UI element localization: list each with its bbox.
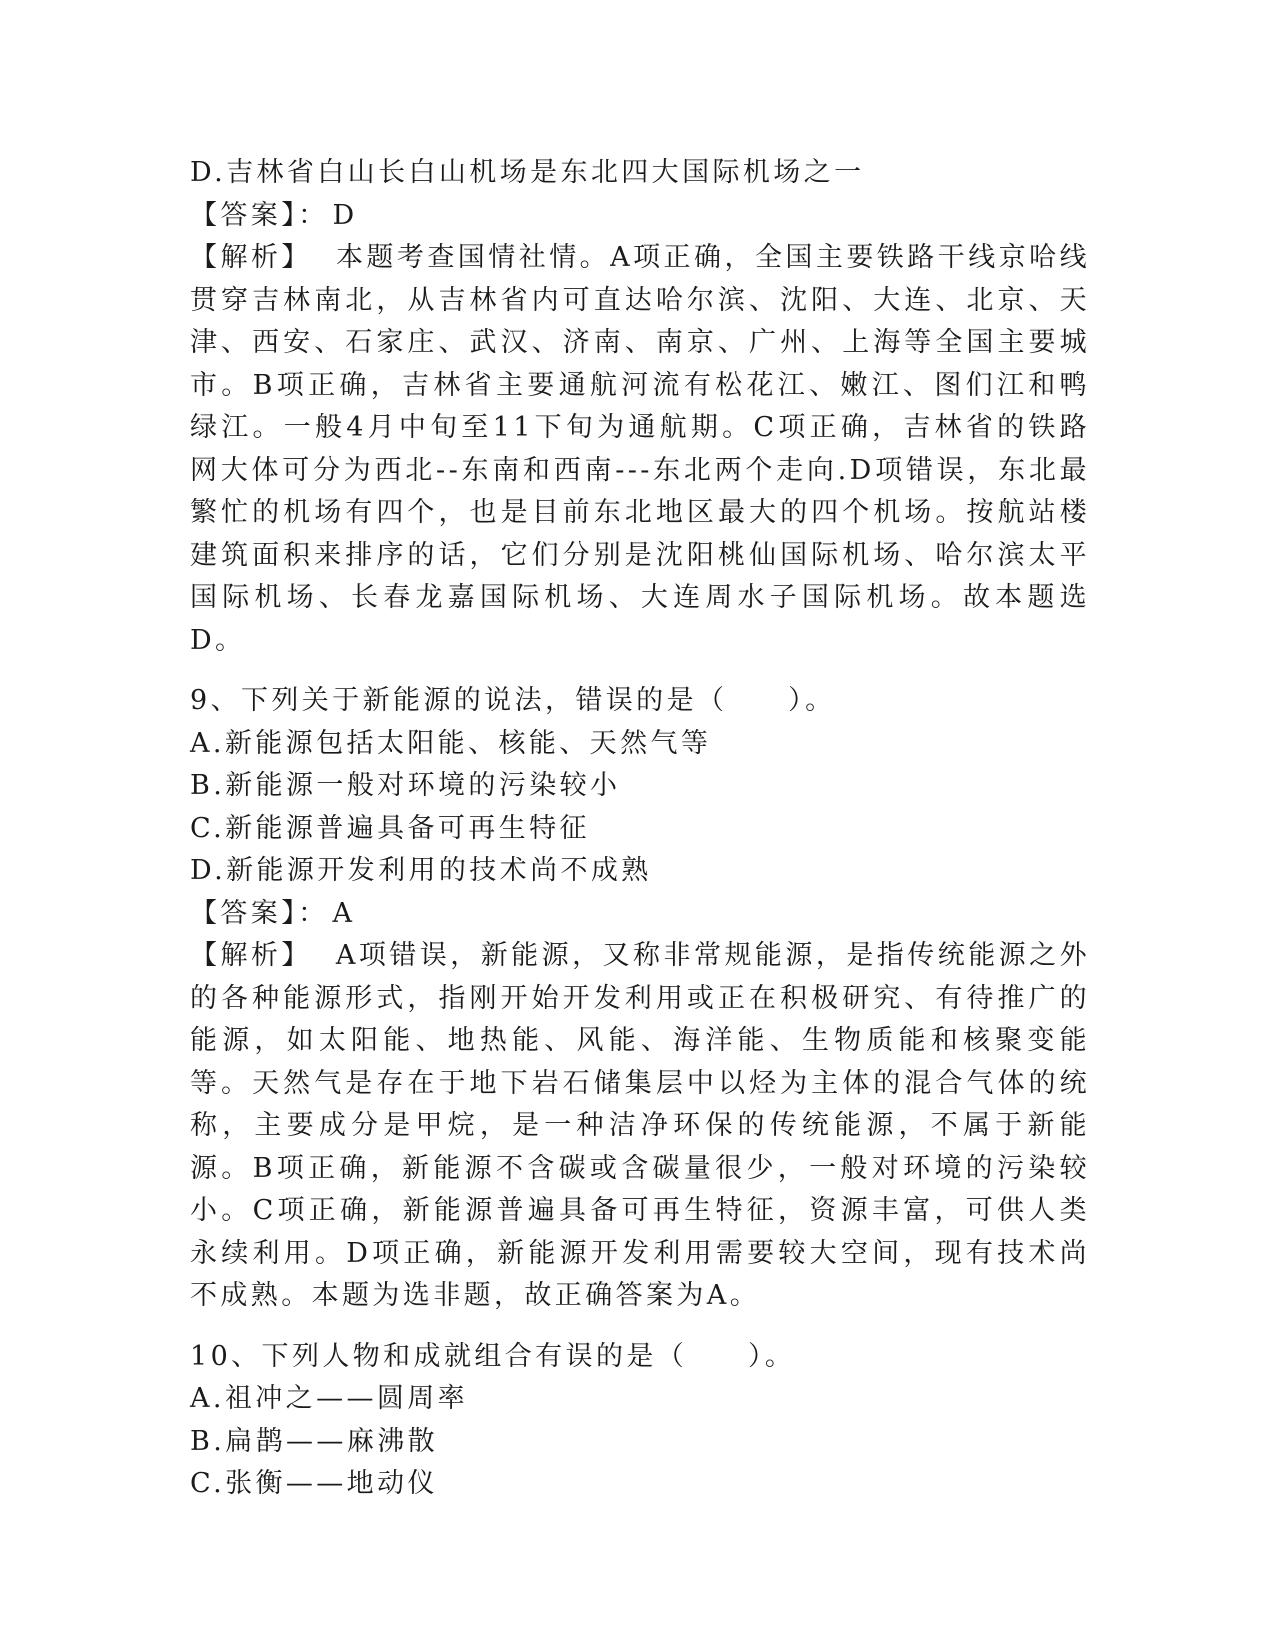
q9-option-b: B.新能源一般对环境的污染较小 [190,770,621,801]
q8-option-d: D.吉林省白山长白山机场是东北四大国际机场之一 [190,157,865,188]
q10-option-c: C.张衡——地动仪 [190,1468,438,1499]
q8-analysis [190,237,1090,662]
q9-question: 9、下列关于新能源的说法，错误的是（ ）。 [190,685,836,716]
q8-answer [190,195,1090,238]
q9-answer [190,893,1090,936]
q9-analysis-label: 【解析】 [190,940,312,971]
q9-answer-value: A [332,897,356,929]
q9-analysis [190,935,1090,1318]
q9-option-d: D.新能源开发利用的技术尚不成熟 [190,855,652,886]
document-page [190,152,1090,1506]
q8-analysis-text: 本题考查国情社情。A项正确，全国主要铁路干线京哈线贯穿吉林南北，从吉林省内可直达哈尔滨、沈阳、大连、北京、天津、西安、石家庄、武汉、济南、南京、广州、上海等全国主要城市。B项正确，吉林省主要通航河流有松花江、嫩江、图们江和鸭绿江。一般4月中旬至11下旬为通航期。C项正确，吉林省的铁路网大体可分为西北--东南和西南---东北两个走向.D项错误，东北最繁忙的机场有四个，也是目前东北地区最大的四个机场。按航站楼建筑面积来排序的话，它们分别是沈阳桃仙国际机场、哈尔滨太平国际机场、长春龙嘉国际机场、大连周水子国际机场。故本题选D。 [190,242,1091,656]
q9-answer-label: 【答案】： [190,897,329,929]
q9-option-a: A.新能源包括太阳能、核能、天然气等 [190,727,712,759]
q8-answer-label: 【答案】： [190,199,329,231]
q10-option-a: A.祖冲之——圆周率 [190,1383,469,1414]
q9-analysis-text: A项错误，新能源，又称非常规能源，是指传统能源之外的各种能源形式，指刚开始开发利用或正在积极研究、有待推广的能源，如太阳能、地热能、风能、海洋能、生物质能和核聚变能等。天然气是存在于地下岩石储集层中以烃为主体的混合气体的统称，主要成分是甲烷，是一种洁净环保的传统能源，不属于新能源。B项正确，新能源不含碳或含碳量很少，一般对环境的污染较小。C项正确，新能源普遍具备可再生特征，资源丰富，可供人类永续利用。D项正确，新能源开发利用需要较大空间，现有技术尚不成熟。本题为选非题，故正确答案为A。 [190,940,1090,1311]
q9-option-c: C.新能源普遍具备可再生特征 [190,812,590,844]
q10-question: 10、下列人物和成就组合有误的是（ ）。 [190,1340,796,1372]
q8-analysis-label: 【解析】 [190,242,312,273]
q8-answer-value: D [332,199,358,231]
q10-option-b: B.扁鹊——麻沸散 [190,1425,439,1457]
